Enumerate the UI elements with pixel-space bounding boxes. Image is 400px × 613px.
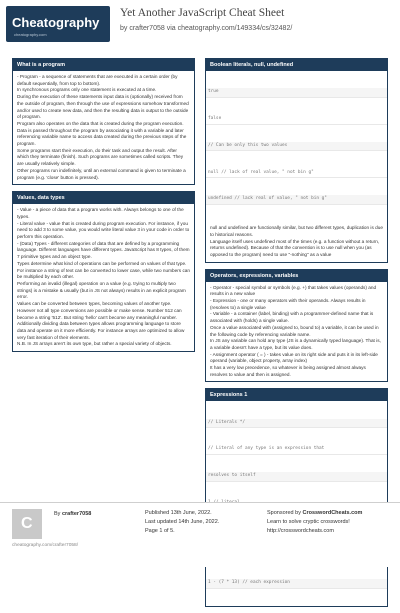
section-what-is-program (12, 58, 195, 185)
footer-dates (145, 509, 219, 536)
author-link[interactable]: crafter7058 (129, 25, 165, 32)
code-line: false (206, 115, 387, 125)
code-block (206, 71, 387, 222)
sponsor-line (267, 509, 362, 518)
section-title: Values, data types (13, 192, 194, 204)
page-title: Yet Another JavaScript Cheat Sheet (120, 7, 285, 19)
section-body (13, 204, 194, 351)
code-line: // Literals */ (206, 419, 387, 429)
paragraph: - Assignment operator ( = ) - takes value on its right side and puts it in its left-side operand (variable, object property, array index) (210, 351, 378, 364)
avatar[interactable] (12, 509, 42, 539)
paragraph: In JS any variable can hold any type (JS is a dynamically typed language). That is, a variable doesn't have a type, but its value does. (210, 338, 381, 350)
left-column (12, 58, 195, 358)
footer-author-link[interactable]: crafter7058 (61, 511, 92, 517)
section-body (206, 282, 387, 382)
paragraph: - Operator - special symbol or symbols (e.g. +) that takes values (operands) and results in a new value (210, 284, 377, 297)
footer-by-prefix: By (54, 511, 62, 517)
paragraph: N.B. In JS arrays aren't its own type, but rather a special variety of objects. (17, 341, 172, 347)
code-line: true (206, 88, 387, 98)
section-title: Operators, expressions, variables (206, 270, 387, 282)
logo-text: Cheatography (12, 15, 100, 30)
paragraph: null and undefined are functionally similar, but two different types, duplication is due to historical reasons. (210, 225, 383, 237)
sponsor-url[interactable]: http://crosswordcheats.com (267, 528, 334, 534)
page-header (0, 0, 400, 48)
code-line: // Can be only this two values (206, 142, 387, 152)
published-date: Published 13th June, 2022. (145, 510, 212, 516)
sheet-url-link[interactable]: cheatography.com/149334/cs/32482/ (177, 25, 293, 32)
section-body (206, 222, 387, 262)
byline-prefix: by (120, 25, 130, 32)
cheatography-logo[interactable] (6, 6, 110, 42)
paragraph: During the execution of these statements input data is (optionally) received from the outside of program, then through the use of expressions somehow transformed and/or used to create new data, and then the resulting data is output to the outside of program. (17, 94, 189, 120)
paragraph: It has a very low precedence, so whatever is being assigned almost always resolves to value and then is assigned. (210, 365, 366, 377)
byline (120, 25, 292, 32)
code-line: // Literal of any type is an expression that (206, 445, 387, 455)
code-line: undefined // lack real of value, " not bin g" (206, 195, 387, 205)
section-operators (205, 269, 388, 383)
page-number: Page 1 of 5. (145, 528, 175, 534)
code-line: 1 - (7 * 13) // each expression (206, 579, 387, 589)
code-line: null // lack of real value, " not bin g" (206, 169, 387, 179)
footer-byline (54, 511, 91, 517)
paragraph: Other programs run indefinitely, until an external command is given to terminate a program (e.g. 'close' button is pressed). (17, 167, 186, 180)
logo-tagline: cheatography.com (14, 32, 47, 37)
paragraph: Data is passed throughout the program by associating it with a variable and later referencing variable name to access data created during the previous steps of the program. (17, 127, 187, 147)
section-values-types (12, 191, 195, 352)
sponsor-tagline: Learn to solve cryptic crosswords! (267, 519, 350, 525)
section-boolean-literals (205, 58, 388, 263)
paragraph: - Expression - one or many operators with their operands. Always results in (resolves to) a single value (210, 298, 366, 310)
footer-sponsor (267, 509, 362, 536)
paragraph: Performing an invalid (illegal) operation on a value (e.g. trying to multiply two strings) is a mistake & usually (but in JS not always) results in an explicit program error. (17, 280, 186, 300)
section-title: Boolean literals, null, undefined (206, 59, 387, 71)
sponsor-link[interactable]: CrosswordCheats.com (302, 510, 363, 516)
paragraph: - Value - a piece of data that a program works with. Always belongs to one of the types. (17, 207, 184, 219)
paragraph: Program also operates on the data that is created during the program execution. (17, 120, 184, 126)
code-line: resolves to itself (206, 472, 387, 482)
footer-author-url[interactable]: cheatography.com/crafter7058/ (12, 543, 79, 548)
paragraph: - Program - a sequence of statements that are executed in a certain order (by default sequentially, from top to bottom). (17, 74, 178, 86)
avatar-letter: C (21, 515, 33, 532)
paragraph: In synchronous programs only one statement is executed at a time. (17, 87, 157, 93)
paragraph: Values can be converted between types, becoming values of another type. However not all type conversions are possible or make sense. Number 512 can become a string '512'. But string 'hello' can't become any meaningful number. (17, 301, 182, 320)
section-expressions (205, 388, 388, 607)
paragraph: Some programs start their execution, do their task and output the result. After which they terminate (finish). Such programs are sometimes called scripts. They are usually relatively simple. (17, 147, 184, 167)
paragraph: - Variable - a container (label, binding) with a programmer-defined name that is associated with (holds) a single value. (210, 311, 374, 324)
paragraph: - Literal value - value that is created during program execution. For instance, if you need to add 3 to some value, you would write literal value 3 in your code in order to perform this operation. (17, 220, 190, 240)
paragraph: Types determine what kind of operations can be performed on values of that type. For instance a string of text can be converted to lower case, while two numbers can be multiplied by each other. (17, 260, 191, 280)
sponsor-prefix: Sponsored by (267, 510, 303, 516)
page-footer (0, 502, 400, 567)
updated-date: Last updated 14th June, 2022. (145, 519, 220, 525)
paragraph: Language itself uses undefined most of the times (e.g. a function without a return, returns undefined). Because of that the convention is to use null when you (as opposed to the program) need to use "-nothing" as a value (210, 238, 380, 257)
paragraph: Once a value associated with (assigned to, bound to) a variable, it can be used in the following code by referencing variable name. (210, 324, 379, 337)
paragraph: - (Data) Types - different categories of data that are defined by a programming language. Different languages have different types. JavaScript has 8 types, of them 7 primitive types and an object type. (17, 240, 190, 260)
section-title: What is a program (13, 59, 194, 71)
section-title: Expressions 1 (206, 389, 387, 401)
byline-via: via (164, 25, 178, 32)
paragraph: Additionally dividing data between types allows programming language to store data and operate on it more efficiently. For instance arrays are optimized to allow very fast iteration of their elements. (17, 321, 185, 340)
section-body (13, 71, 194, 184)
